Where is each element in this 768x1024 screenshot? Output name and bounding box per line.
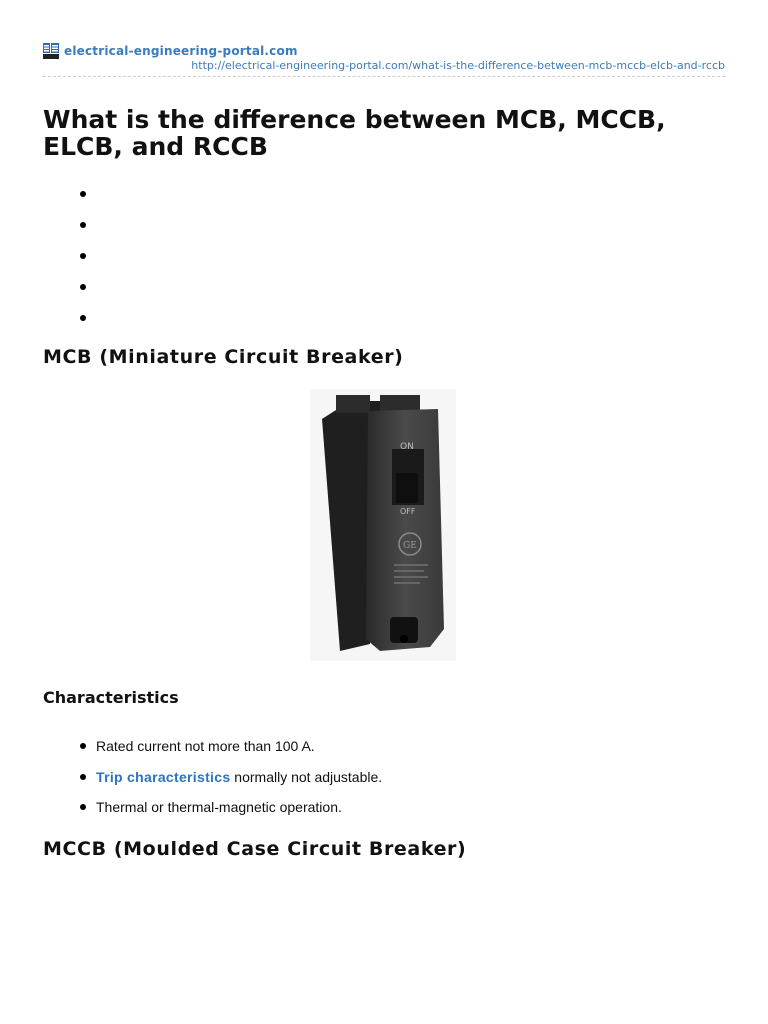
circuit-breaker-illustration [310, 389, 456, 661]
list-item-text: normally not adjustable. [230, 768, 383, 785]
site-row [43, 42, 725, 60]
site-name-link[interactable]: electrical-engineering-portal.com [64, 44, 298, 58]
list-item [78, 797, 382, 828]
characteristics-heading: Characteristics [43, 688, 179, 707]
list-item-text: Thermal or thermal-magnetic operation. [96, 799, 342, 815]
eep-portal-logo-icon [43, 43, 59, 59]
page-header [43, 42, 725, 77]
off-label: OFF [400, 507, 416, 516]
mcb-breaker-image [310, 389, 456, 661]
ge-logo-text: GE [403, 541, 417, 551]
mccb-heading: MCCB (Moulded Case Circuit Breaker) [43, 838, 467, 860]
list-item-text: Rated current not more than 100 A. [96, 738, 315, 754]
header-divider [43, 76, 725, 77]
trip-characteristics-link[interactable]: Trip characteristics [96, 768, 231, 785]
page-title: What is the difference between MCB, MCCB, ELCB, and RCCB [43, 105, 666, 161]
mcb-heading: MCB (Miniature Circuit Breaker) [43, 346, 404, 368]
list-item [78, 736, 382, 767]
on-label: ON [400, 442, 414, 452]
page-url[interactable]: http://electrical-engineering-portal.com/what-is-the-difference-between-mcb-mccb-elcb-and-rccb [191, 59, 725, 72]
list-item [78, 767, 382, 798]
characteristics-list [78, 736, 382, 828]
